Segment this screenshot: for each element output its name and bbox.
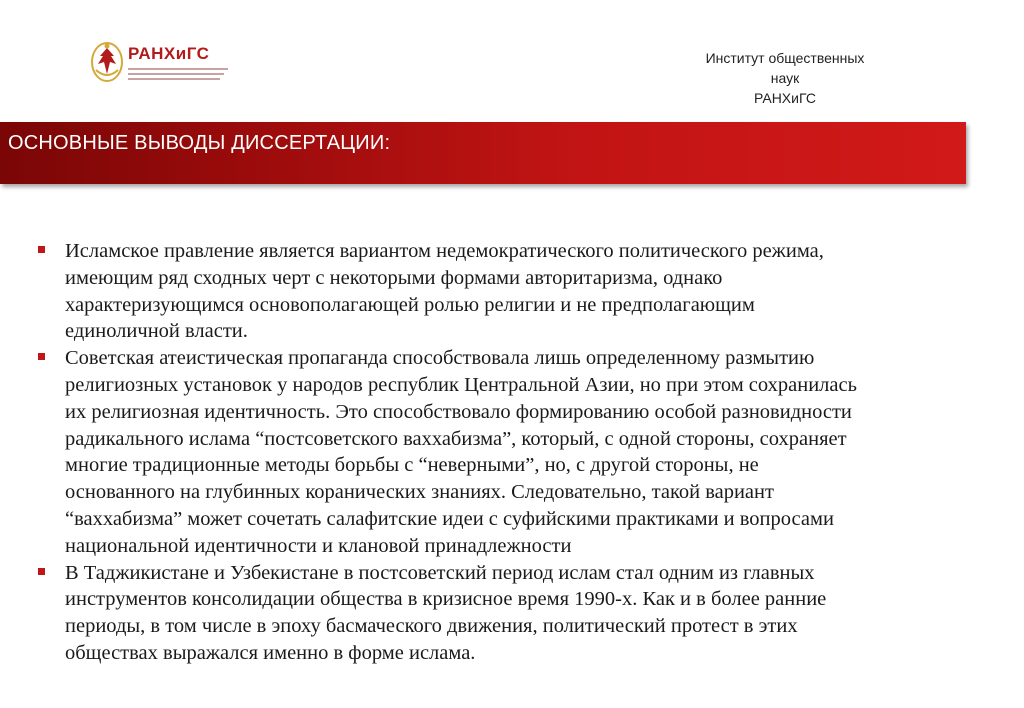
institute-abbreviation: РАНХиГС [753,90,817,106]
title-banner [0,122,966,184]
ranepa-logo [90,38,230,86]
list-item [38,560,998,667]
institute-name: Институт общественных наук [705,50,865,86]
list-item [38,238,998,345]
institute-caption [690,48,880,108]
bullet-square-icon [38,353,45,360]
conclusions-list [38,238,998,667]
list-item [38,345,998,559]
bullet-square-icon [38,568,45,575]
bullet-square-icon [38,246,45,253]
list-item-text: В Таджикистане и Узбекистане в постсоветский период ислам стал одним из главных инструментов консолидации общества в кризисное время 1990-х. Как и в более ранние периоды, в том числе в эпоху басмаческого движения, политический протест в этих обществах выражался именно в форме ислама. [65,561,827,664]
slide-title: ОСНОВНЫЕ ВЫВОДЫ ДИССЕРТАЦИИ: [8,132,391,154]
eagle-emblem-icon [90,40,124,84]
list-item-text: Советская атеистическая пропаганда способствовала лишь определенному размытию религиозных установок у народов республик Центральной Азии, но при этом сохранилась их религиозная идентичность. Это способствовало формированию особой разновидности радикального ислама “постсоветского ваххабизма”, который, с одной стороны, сохраняет многие традиционные методы борьбы с “неверными”, но, с другой стороны, не основанного на глубинных коранических знаниях. Следовательно, такой вариант “ваххабизма” может сочетать салафитские идеи с суфийскими практиками и вопросами национальной идентичности и клановой принадлежности [65,347,857,557]
logo-subtitle-lines [128,65,228,80]
list-item-text: Исламское правление является вариантом недемократического политического режима, имеющим ряд сходных черт с некоторыми формами авторитаризма, однако характеризующимся основополагающей ролью религии и не предполагающим единоличной власти. [65,240,824,343]
logo-wordmark: РАНХиГС [128,43,210,63]
